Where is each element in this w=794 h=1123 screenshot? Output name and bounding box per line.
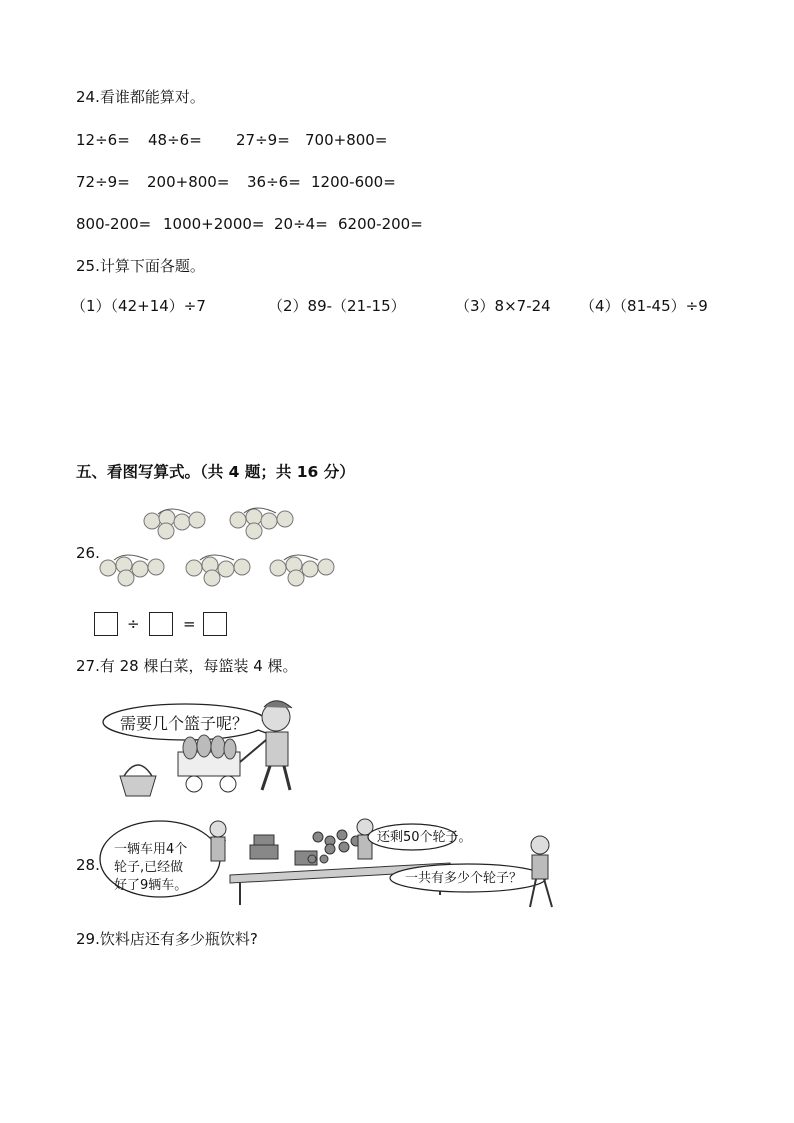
- q25-item: （4）（81-45）÷9: [580, 297, 708, 315]
- q26-answer-box-1[interactable]: [94, 612, 118, 636]
- q27-speech-bubble: 需要几个篮子呢？: [120, 714, 249, 733]
- q24-expr: 700+800=: [305, 131, 388, 149]
- q24-expr: 12÷6=: [76, 131, 130, 149]
- q25-item: （3）8×7-24: [455, 297, 551, 315]
- boy-with-cart-illustration: [80, 692, 320, 807]
- section-heading: 五、看图写算式。（共 4 题；共 16 分）: [76, 463, 355, 481]
- q28-left-bubble-line: 一辆车用4个: [114, 842, 188, 857]
- q24-expr: 20÷4=: [274, 215, 328, 233]
- cherry-bunches-illustration: [98, 502, 348, 592]
- q24-expr: 48÷6=: [148, 131, 202, 149]
- q24-expr: 72÷9=: [76, 173, 130, 191]
- q24-expr: 36÷6=: [247, 173, 301, 191]
- q24-expr: 800-200=: [76, 215, 152, 233]
- q28-right-bubble: 一共有多少个轮子？: [405, 871, 523, 886]
- q25-item: （2）89-（21-15）: [268, 297, 406, 315]
- q28-top-bubble: 还剩50个轮子。: [377, 830, 472, 845]
- q26-number: 26.: [76, 544, 100, 562]
- q27-title: 27.有 28 棵白菜，每篮装 4 棵。: [76, 657, 298, 675]
- equals-sign: =: [183, 615, 196, 633]
- q28-left-bubble-line: 轮子,已经做: [114, 860, 184, 875]
- q25-item: （1）（42+14）÷7: [71, 297, 206, 315]
- q29-title: 29.饮料店还有多少瓶饮料?: [76, 930, 258, 948]
- q24-expr: 1000+2000=: [163, 215, 265, 233]
- q26-answer-box-2[interactable]: [149, 612, 173, 636]
- q24-expr: 1200-600=: [311, 173, 396, 191]
- divide-sign: ÷: [127, 615, 140, 633]
- q25-title: 25.计算下面各题。: [76, 257, 205, 275]
- q28-left-bubble-line: 好了9辆车。: [114, 878, 188, 893]
- q28-number: 28.: [76, 856, 100, 874]
- q24-expr: 6200-200=: [338, 215, 423, 233]
- q26-answer-box-3[interactable]: [203, 612, 227, 636]
- q24-expr: 27÷9=: [236, 131, 290, 149]
- q24-title: 24.看谁都能算对。: [76, 88, 205, 106]
- q24-expr: 200+800=: [147, 173, 230, 191]
